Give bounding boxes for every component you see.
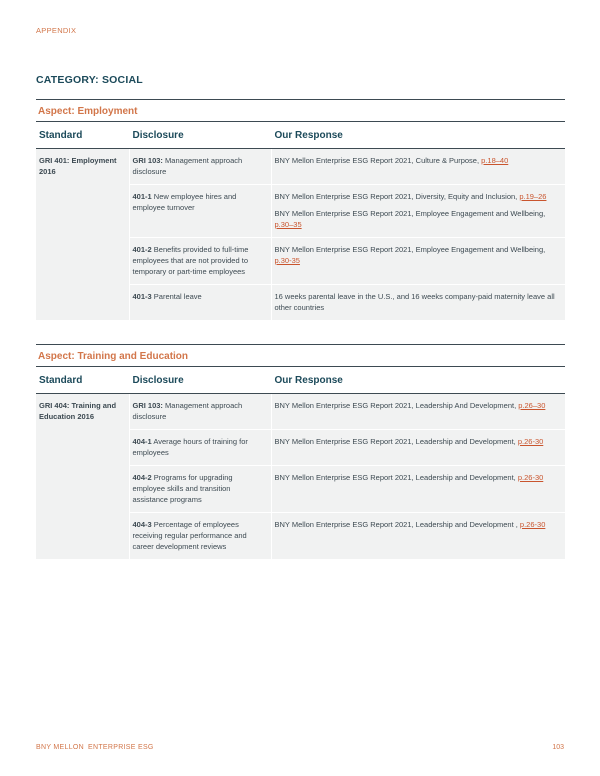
response-cell <box>271 149 565 185</box>
disclosure-code: GRI 103: <box>132 156 163 165</box>
response-cell <box>271 238 565 285</box>
response-source: BNY Mellon Enterprise ESG Report 2021, Leadership and Development , <box>274 520 520 529</box>
disclosure-code: 404-2 <box>132 473 152 482</box>
column-header-standard: Standard <box>36 122 129 149</box>
response-source: BNY Mellon Enterprise ESG Report 2021, Employee Engagement and Wellbeing, <box>274 209 546 218</box>
response-text <box>275 436 562 447</box>
response-text <box>275 244 562 266</box>
disclosure-description: Benefits provided to full-time employees that are not provided to temporary or part-time employees <box>132 245 249 276</box>
response-cell <box>271 466 565 513</box>
gri-table <box>36 366 565 559</box>
disclosure-description: Management approach disclosure <box>132 401 243 421</box>
gri-table <box>36 121 565 320</box>
table-header-row <box>36 367 565 394</box>
response-text <box>275 472 562 483</box>
response-source: BNY Mellon Enterprise ESG Report 2021, Leadership And Development, <box>274 401 519 410</box>
page-link[interactable]: p.19–26 <box>519 192 547 201</box>
response-text <box>275 155 562 166</box>
disclosure-description: Management approach disclosure <box>132 156 243 176</box>
table-row <box>36 149 565 185</box>
footer-brand-name: BNY MELLON <box>36 744 84 751</box>
disclosure-code: 404-3 <box>132 520 152 529</box>
response-source: BNY Mellon Enterprise ESG Report 2021, Culture & Purpose, <box>274 156 482 165</box>
page-link[interactable]: p.26-30 <box>517 437 544 446</box>
disclosure-description: New employee hires and employee turnover <box>132 192 237 212</box>
column-header-disclosure: Disclosure <box>129 367 271 394</box>
disclosure-code: 401-2 <box>132 245 152 254</box>
disclosure-cell <box>129 238 271 285</box>
response-cell <box>271 394 565 430</box>
disclosure-cell <box>129 430 271 466</box>
page-link[interactable]: p.26-30 <box>519 520 546 529</box>
column-header-response: Our Response <box>271 367 565 394</box>
response-source: BNY Mellon Enterprise ESG Report 2021, Employee Engagement and Wellbeing, <box>274 245 546 254</box>
response-source: BNY Mellon Enterprise ESG Report 2021, Leadership and Development, <box>274 437 518 446</box>
response-cell <box>271 285 565 321</box>
response-source: 16 weeks parental leave in the U.S., and 16 weeks company-paid maternity leave all other countries <box>274 292 555 312</box>
aspect-employment-section <box>36 99 565 320</box>
page-link[interactable]: p.18–40 <box>481 156 509 165</box>
response-source: BNY Mellon Enterprise ESG Report 2021, Leadership and Development, <box>274 473 518 482</box>
disclosure-cell <box>129 394 271 430</box>
table-header-row <box>36 122 565 149</box>
running-head: APPENDIX <box>36 26 77 35</box>
response-text <box>275 519 562 530</box>
disclosure-description: Programs for upgrading employee skills and transition assistance programs <box>132 473 233 504</box>
disclosure-cell <box>129 149 271 185</box>
aspect-title: Aspect: Training and Education <box>36 344 565 366</box>
column-header-disclosure: Disclosure <box>129 122 271 149</box>
page-link[interactable]: p.30–35 <box>274 220 302 229</box>
disclosure-code: 401-1 <box>132 192 152 201</box>
disclosure-code: 404-1 <box>132 437 152 446</box>
page-link[interactable]: p.26–30 <box>518 401 546 410</box>
disclosure-code: 401-3 <box>132 292 152 301</box>
response-cell <box>271 513 565 560</box>
disclosure-cell <box>129 285 271 321</box>
aspect-title: Aspect: Employment <box>36 99 565 121</box>
disclosure-cell <box>129 185 271 238</box>
standard-cell: GRI 404: Training and Education 2016 <box>36 394 129 560</box>
response-text <box>275 208 562 230</box>
response-text <box>275 191 562 202</box>
disclosure-description: Percentage of employees receiving regular performance and career development reviews <box>132 520 247 551</box>
response-source: BNY Mellon Enterprise ESG Report 2021, Diversity, Equity and Inclusion, <box>274 192 520 201</box>
footer-brand <box>36 744 154 751</box>
disclosure-cell <box>129 466 271 513</box>
page-link[interactable]: p.30-35 <box>274 256 300 265</box>
footer-publication: ENTERPRISE ESG <box>88 744 154 751</box>
page-link[interactable]: p.26-30 <box>517 473 544 482</box>
disclosure-description: Parental leave <box>153 292 202 301</box>
page-number: 103 <box>552 744 564 751</box>
aspect-training-section <box>36 344 565 559</box>
response-cell <box>271 185 565 238</box>
response-text <box>275 400 562 411</box>
column-header-response: Our Response <box>271 122 565 149</box>
column-header-standard: Standard <box>36 367 129 394</box>
response-cell <box>271 430 565 466</box>
response-text <box>275 291 562 313</box>
category-heading: CATEGORY: SOCIAL <box>36 74 143 86</box>
disclosure-code: GRI 103: <box>132 401 163 410</box>
disclosure-cell <box>129 513 271 560</box>
table-row <box>36 394 565 430</box>
standard-cell: GRI 401: Employment 2016 <box>36 149 129 321</box>
disclosure-description: Average hours of training for employees <box>132 437 248 457</box>
